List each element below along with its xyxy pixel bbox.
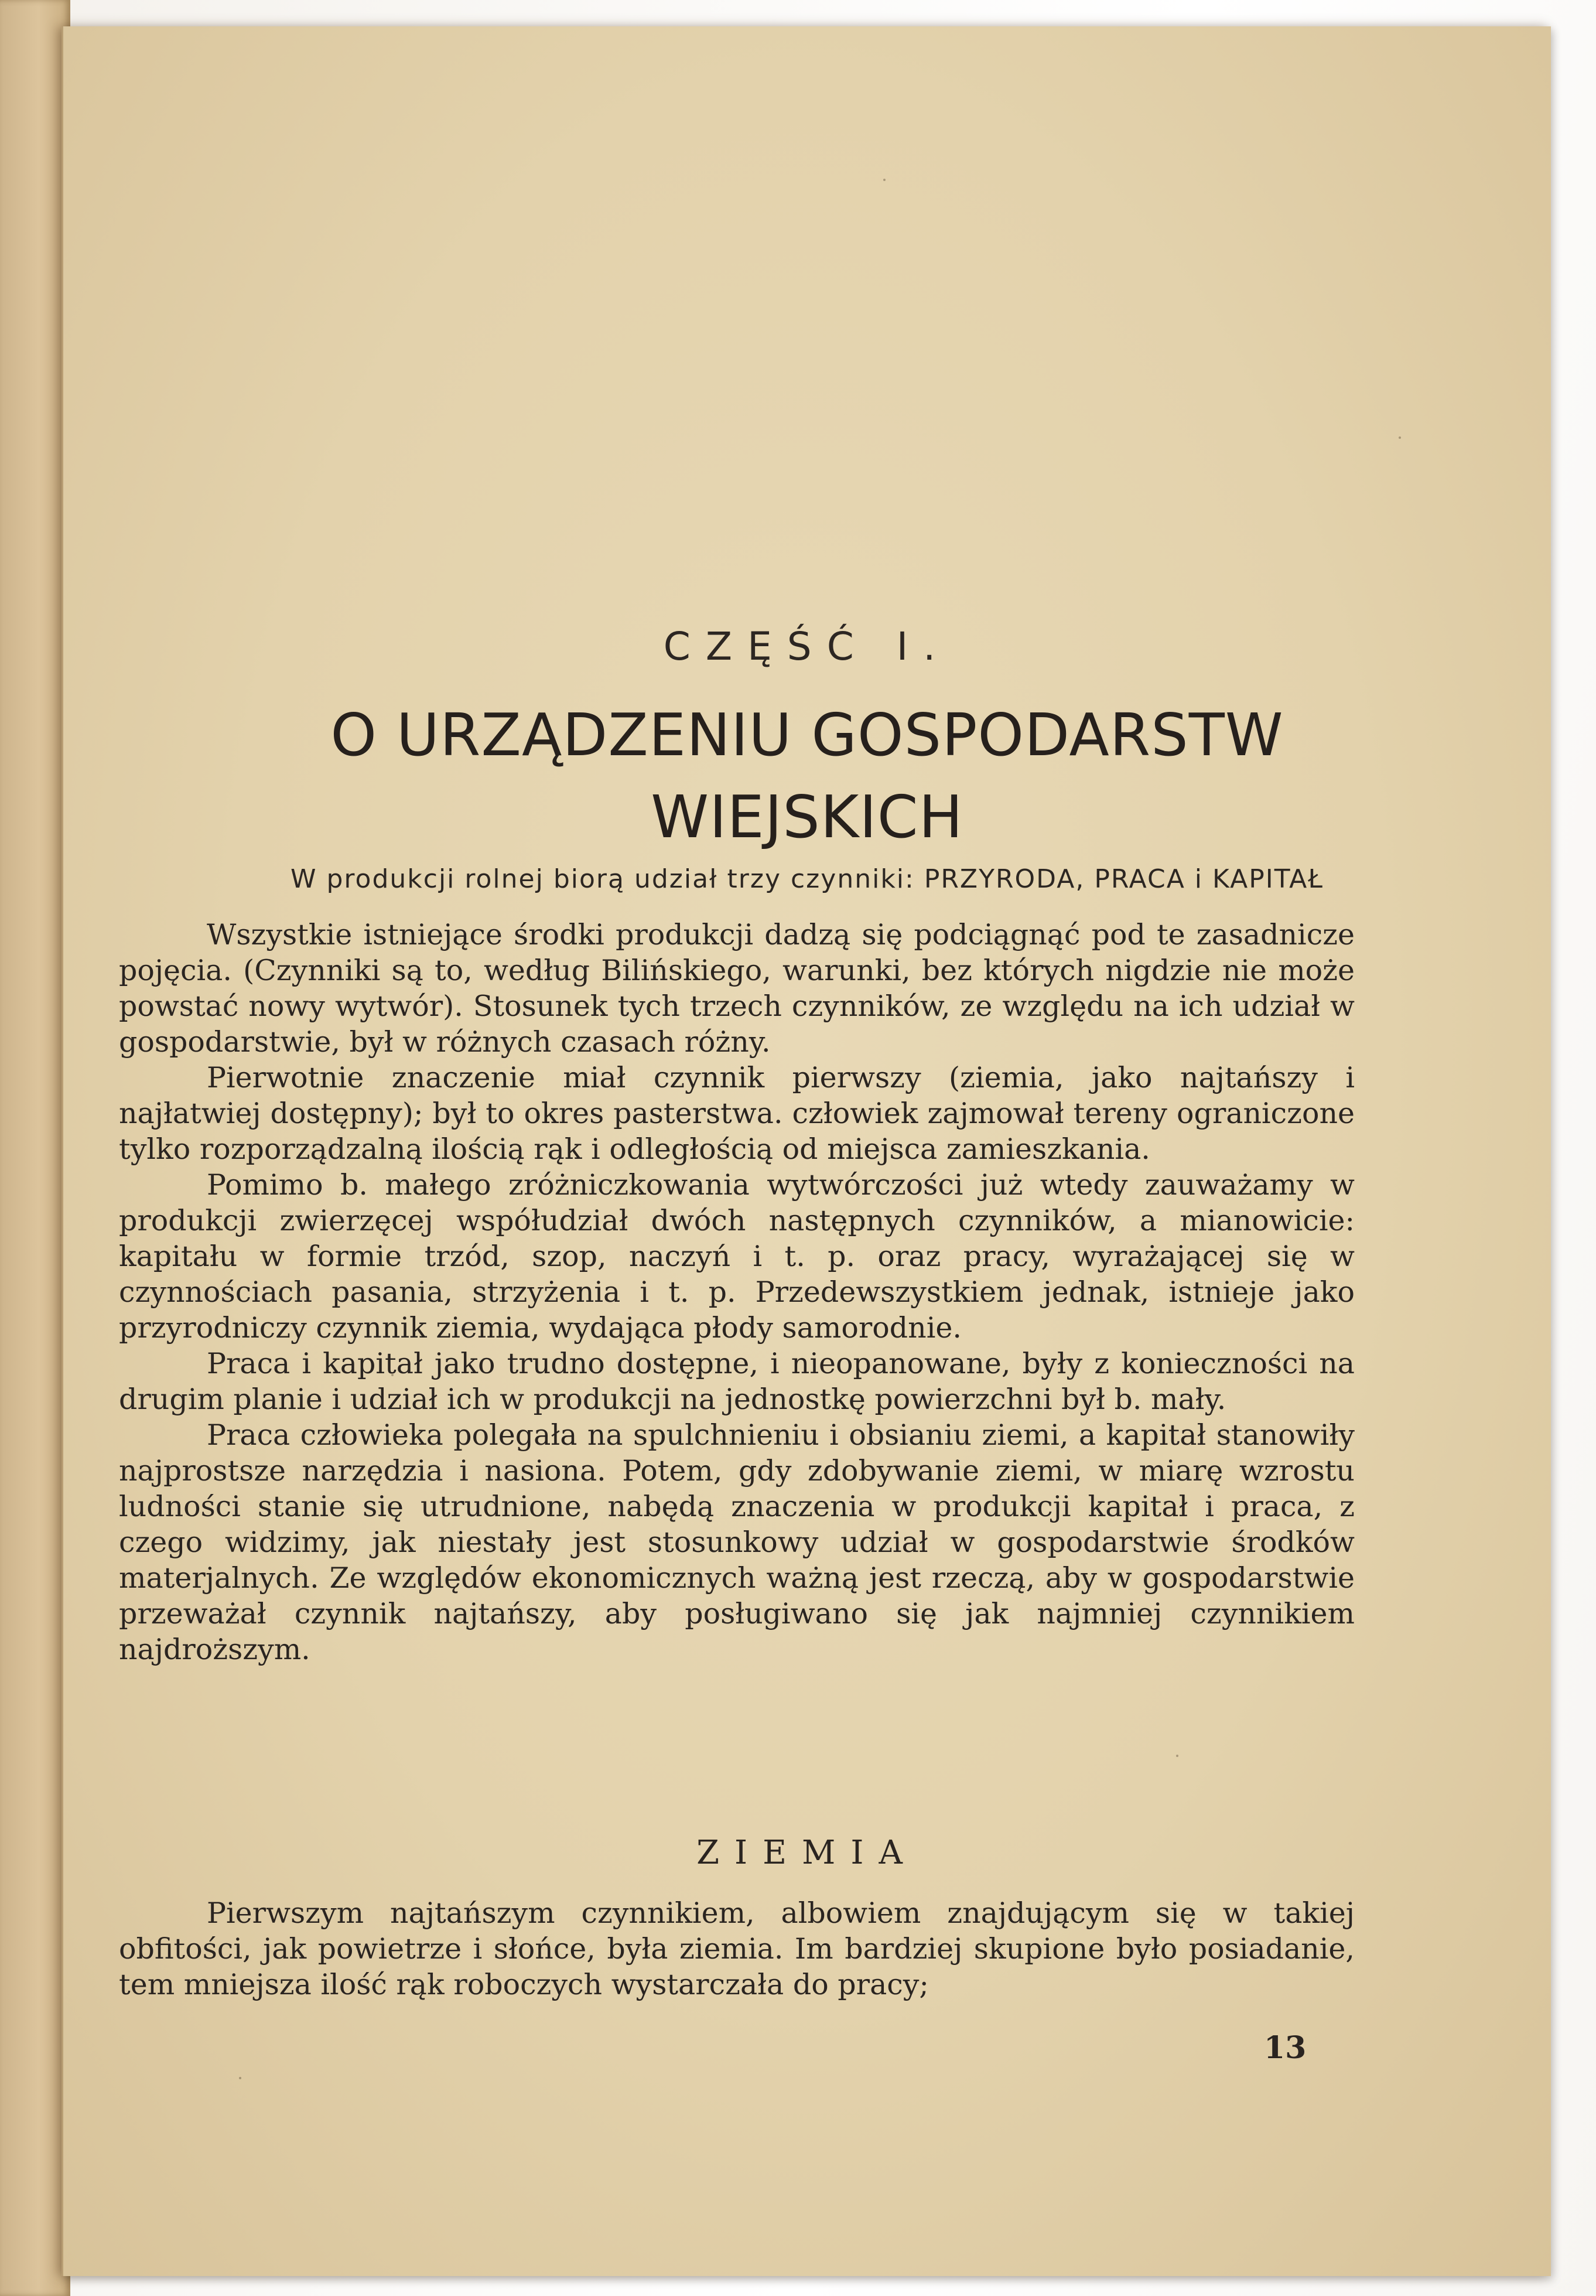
paper-speck: [1176, 1755, 1178, 1757]
paper-speck: [883, 179, 886, 181]
chapter-title-line: O URZĄDZENIU GOSPODARSTW: [330, 701, 1284, 769]
paragraph: Pomimo b. małego zróżniczkowania wytwórczości już wtedy zauważamy w produkcji zwierzęcej współudział dwóch następnych czynników, a mianowicie: kapitału w formie trzód, szop, naczyń i t. p. oraz pracy, wyrażającej się w czynnościach pasania, strzyżenia i t. p. Przedewszystkiem jednak, istnieje jako przyrodniczy czynnik ziemia, wydająca płody samorodnie.: [119, 1168, 1355, 1345]
paragraph: Praca i kapitał jako trudno dostępne, i nieopanowane, były z konieczności na drugim planie i udział ich w produkcji na jednostkę powierzchni był b. mały.: [119, 1347, 1355, 1416]
page-number: 13: [1264, 2030, 1307, 2066]
part-label: CZĘŚĆ I.: [663, 624, 951, 669]
chapter-title-line: WIEJSKICH: [651, 783, 963, 851]
paragraph: Praca człowieka polegała na spulchnieniu i obsianiu ziemi, a kapitał stanowiły najprostsze narzędzia i nasiona. Potem, gdy zdobywanie ziemi, w miarę wzrostu ludności stanie się utrudnione, nabędą znaczenia w produkcji kapitał i praca, z czego widzimy, jak niestały jest stosunkowy udział w gospodarstwie środków materjalnych. Ze względów ekonomicznych ważną jest rzeczą, aby w gospodarstwie przeważał czynnik najtańszy, aby posługiwano się jak najmniej czynnikiem najdroższym.: [119, 1418, 1355, 1666]
chapter-title: [63, 694, 1551, 858]
paper-speck: [239, 2077, 241, 2079]
main-text: [119, 917, 1355, 1667]
book-page: [61, 26, 1551, 2276]
section-heading: ZIEMIA: [696, 1834, 918, 1872]
previous-page-edge: [0, 0, 70, 2296]
section-text: [119, 1895, 1355, 2002]
paper-speck: [1399, 436, 1401, 439]
chapter-subtitle: W produkcji rolnej biorą udział trzy czynniki: PRZYRODA, PRACA i KAPITAŁ: [291, 864, 1324, 894]
paragraph: Pierwotnie znaczenie miał czynnik pierwszy (ziemia, jako najtańszy i najłatwiej dostępny); był to okres pasterstwa. człowiek zajmował tereny ograniczone tylko rozporządzalną ilością rąk i odległością od miejsca zamieszkania.: [119, 1061, 1355, 1166]
paragraph: Wszystkie istniejące środki produkcji dadzą się podciągnąć pod te zasadnicze pojęcia. (Czynniki są to, według Bilińskiego, warunki, bez których nigdzie nie może powstać nowy wytwór). Stosunek tych trzech czynników, ze względu na ich udział w gospodarstwie, był w różnych czasach różny.: [119, 918, 1355, 1059]
paragraph: Pierwszym najtańszym czynnikiem, albowiem znajdującym się w takiej obfitości, jak powietrze i słońce, była ziemia. Im bardziej skupione było posiadanie, tem mniejsza ilość rąk roboczych wystarczała do pracy;: [119, 1896, 1355, 2001]
